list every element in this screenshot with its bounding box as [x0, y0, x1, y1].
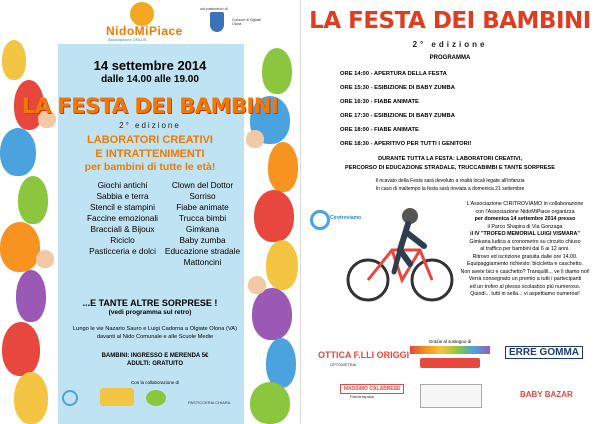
nidomipiace-logo-sun-icon — [130, 2, 154, 26]
pricing — [60, 352, 250, 368]
event-date: 14 settembre 2014 — [93, 58, 207, 73]
text-line: Gimkana ludica a cronometro su circuito chiuso — [469, 238, 581, 245]
list-item: Faccine emozionali — [86, 213, 159, 223]
text-line: In caso di maltempo la festa sarà rinviata a domenica 21 settembre — [375, 186, 525, 192]
schedule-item: ORE 14:00 - APERTURA DELLA FESTA — [340, 71, 447, 77]
schedule-item: ORE 15:30 - ESIBIZIONE DI BABY ZUMBA — [340, 85, 455, 91]
text-line: il IV "TROFEO MEMORIAL LUIGI VISMARA" — [470, 231, 580, 237]
list-item: Riciclo — [110, 235, 135, 245]
lab-line-2: E INTRATTENIMENTI — [95, 148, 205, 160]
text-line: Equipaggiamento richiesto: bicicletta e caschetto. — [466, 261, 583, 267]
list-item: Clown del Dottor Sorriso — [171, 180, 234, 201]
text-line: L'Associazione CIRITROVIAMO in collaborazione — [466, 201, 584, 207]
lab-line-3: per bambini di tutte le età! — [84, 161, 216, 173]
text-line: ed un trofeo al plesso scolastico più numeroso. — [469, 283, 581, 290]
program-title: LA FESTA DEI BAMBINI — [309, 8, 591, 34]
list-item: Bracciali & Bijoux — [90, 224, 155, 234]
event-time: dalle 14.00 alle 19.00 — [101, 74, 199, 85]
schedule-list — [340, 71, 471, 155]
sponsor-logo-icon — [146, 390, 166, 406]
more-surprises-sub: (vedi programma sul retro) — [108, 309, 192, 316]
nidomipiace-logo: NidoMiPiace — [106, 24, 183, 38]
list-item: Stencil e stampini — [89, 202, 156, 212]
text-line: con l'Associazione NidoMiPiace organizza — [475, 208, 575, 215]
text-line: Non avete bici e caschetto? Tranquilli... ve li diamo noi! — [460, 268, 590, 275]
proceeds-note — [300, 177, 600, 193]
event-address — [60, 325, 250, 341]
list-item: Gimkana — [185, 224, 220, 234]
text-line: Il ricavato della Festa sarà devoluto a realtà locali legate all'infanzia — [375, 178, 525, 184]
text-line: al traffico per bambini dai 6 ai 12 anni. — [480, 246, 570, 252]
list-item: Fiabe animate — [176, 202, 229, 212]
more-surprises: ...E TANTE ALTRE SORPRESE ! — [82, 298, 218, 308]
schedule-item: ORE 17:30 - ESIBIZIONE DI BABY ZUMBA — [340, 113, 455, 119]
crest-caption: Comune di Olgiate Olona — [232, 18, 261, 26]
text-line: il Parco Shapira di Via Gonzaga — [487, 223, 563, 230]
program-heading: PROGRAMMA — [429, 55, 471, 61]
program-edition: 2° edizione — [412, 40, 488, 49]
price-children: BAMBINI: INGRESSO E MERENDA 5€ — [101, 353, 209, 359]
sponsor-massimo-sub: Fisioterapista — [350, 394, 374, 399]
sponsor-logo-icon — [420, 384, 482, 408]
text-line: PERCORSO DI EDUCAZIONE STRADALE, TRUCCABIMBI E TANTE SORPRESE — [345, 165, 555, 171]
sponsor-massimo: MASSIMO CALABRESE — [340, 384, 404, 394]
sponsor-pasticceria: PASTICCERIA CHIARA — [188, 400, 231, 405]
activities-left-list — [80, 180, 165, 257]
address-line: Lungo le vie Nazario Sauro e Luigi Cadorna a Olgiate Olona (VA) — [73, 326, 237, 332]
sponsor-ottica: OTTICA F.LLI ORIGGI — [318, 350, 410, 360]
cirotroviamo-logo-icon — [62, 390, 78, 406]
text-line: DURANTE TUTTA LA FESTA: LABORATORI CREATIVI, — [378, 156, 522, 162]
all-day-activities — [300, 155, 600, 173]
collab-label: Con la collaborazione di — [130, 380, 180, 385]
price-adults: ADULTI: GRATUITO — [127, 361, 183, 367]
text-line: Verrà consegnato un premio a tutti i partecipanti — [468, 276, 582, 282]
patron-label: col patrocinio di — [200, 6, 228, 11]
sponsor-logo-icon — [420, 358, 480, 368]
text-line: Ritrovo ed iscrizione gratuita dalle ore 14.00. — [472, 253, 578, 260]
municipality-crest-icon — [210, 12, 224, 32]
activities-right-list — [160, 180, 245, 268]
edition-label: 2° edizione — [119, 121, 181, 130]
sponsor-baby-bazar: BABY BAZAR — [520, 390, 573, 399]
list-item: Baby zumba — [179, 235, 226, 245]
address-line: davanti al Nido Comunale e alle Scuole Medie — [96, 334, 214, 340]
list-item: Giochi antichi — [97, 180, 148, 190]
sponsors-heading: Grazie al sostegno di — [428, 339, 472, 344]
event-title: LA FESTA DEI BAMBINI — [21, 94, 279, 118]
sponsor-ottica-sub: OPTOMETRIA — [330, 362, 357, 367]
lab-line-1: LABORATORI CREATIVI — [87, 134, 213, 146]
text-line: Quindi... tutti in sella... vi aspettiamo numerosi! — [470, 291, 580, 297]
schedule-item: ORE 18:30 - APERITIVO PER TUTTI I GENITORI! — [340, 141, 472, 147]
list-item: Trucca bimbi — [178, 213, 227, 223]
text-line: per domenica 14 settembre 2014 presso — [474, 216, 576, 222]
list-item: Pasticceria e dolci — [89, 246, 156, 256]
list-item: Educazione stradale — [164, 246, 241, 256]
schedule-item: ORE 16:30 - FIABE ANIMATE — [340, 99, 419, 105]
cirotroviamo-logo-icon — [310, 210, 330, 230]
sponsor-erre-gomma: ERRE GOMMA — [505, 346, 583, 359]
sponsor-logo-icon — [100, 388, 134, 406]
cyclist-illustration — [330, 198, 460, 308]
schedule-item: ORE 18:00 - FIABE ANIMATE — [340, 127, 419, 133]
list-item: Sabbia e terra — [96, 191, 149, 201]
list-item: Mattoncini — [183, 257, 222, 267]
cirotroviamo-logo: Cirotroviamo — [330, 215, 362, 221]
association-text — [455, 201, 595, 299]
logo-subtitle: Associazione ONLUS — [108, 37, 147, 42]
sponsor-logo-icon — [410, 346, 490, 354]
